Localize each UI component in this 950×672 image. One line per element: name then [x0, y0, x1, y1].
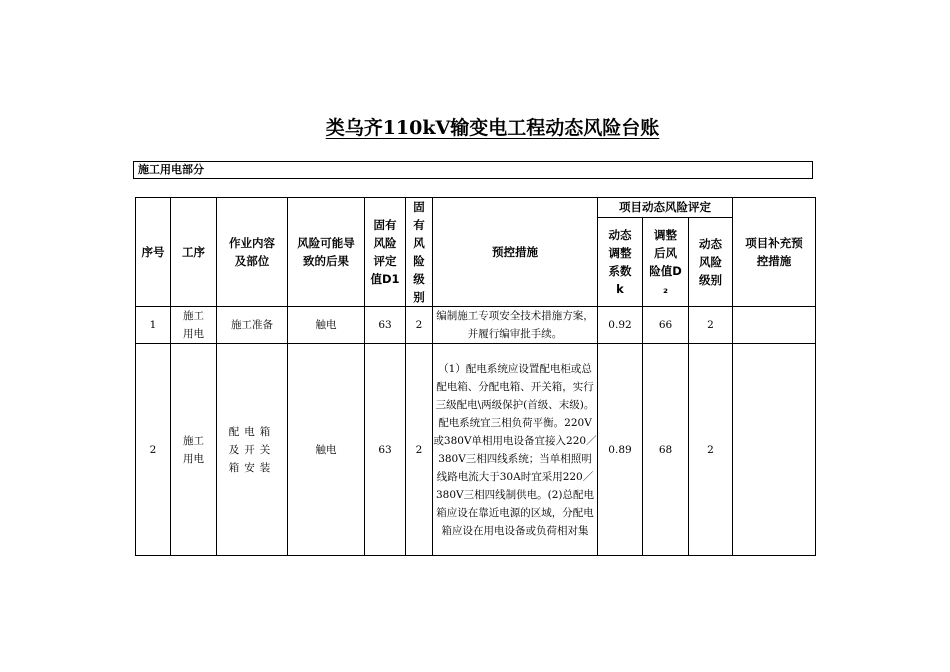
cell-dynamic-factor: 0.89 — [598, 344, 643, 556]
header-risk-consequence: 风险可能导致的后果 — [288, 198, 365, 307]
cell-seq: 1 — [136, 307, 171, 344]
cell-work-content: 施工准备 — [217, 307, 288, 344]
cell-dynamic-factor: 0.92 — [598, 307, 643, 344]
cell-inherent-value: 63 — [365, 344, 406, 556]
header-inherent-value: 固有风险评定值D1 — [365, 198, 406, 307]
cell-work-content: 配电箱及开关箱安装 — [217, 344, 288, 556]
cell-dynamic-level: 2 — [689, 344, 733, 556]
cell-measures: （1）配电系统应设置配电柜或总配电箱、分配电箱、开关箱，实行三级配电\两级保护(首级、末级)。配电系统宜三相负荷平衡。220V或380V单相用电设备宜接入220／380V三相四线系统；当单相照明线路电流大于30A时宜采用220／380V三相四线制供电。(2)总配电箱应设在靠近电源的区域，分配电箱应设在用电设备或负荷相对集 — [433, 344, 598, 556]
header-measures: 预控措施 — [433, 198, 598, 307]
cell-supplement — [733, 344, 816, 556]
header-dynamic-factor: 动态调整系数k — [598, 217, 643, 306]
cell-supplement — [733, 307, 816, 344]
header-inherent-level: 固有风险级别 — [406, 198, 433, 307]
header-dynamic-group: 项目动态风险评定 — [598, 198, 733, 218]
cell-inherent-value: 63 — [365, 307, 406, 344]
cell-inherent-level: 2 — [406, 307, 433, 344]
header-adjusted-value: 调整后风险值D₂ — [643, 217, 689, 306]
header-seq: 序号 — [136, 198, 171, 307]
cell-risk-consequence: 触电 — [288, 344, 365, 556]
cell-adjusted-value: 68 — [643, 344, 689, 556]
header-supplement: 项目补充预控措施 — [733, 198, 816, 307]
cell-dynamic-level: 2 — [689, 307, 733, 344]
table-row — [136, 307, 816, 344]
section-label: 施工用电部分 — [133, 161, 813, 179]
cell-adjusted-value: 66 — [643, 307, 689, 344]
risk-ledger-table — [135, 197, 816, 556]
cell-process: 施工用电 — [171, 307, 217, 344]
cell-risk-consequence: 触电 — [288, 307, 365, 344]
cell-inherent-level: 2 — [406, 344, 433, 556]
cell-seq: 2 — [136, 344, 171, 556]
document-title: 类乌齐110kV输变电工程动态风险台账 — [325, 117, 660, 139]
cell-process: 施工用电 — [171, 344, 217, 556]
cell-measures: 编制施工专项安全技术措施方案，并履行编审批手续。 — [433, 307, 598, 344]
header-process: 工序 — [171, 198, 217, 307]
header-work-content: 作业内容及部位 — [217, 198, 288, 307]
table-row — [136, 344, 816, 556]
header-row — [136, 198, 816, 218]
header-dynamic-level: 动态风险级别 — [689, 217, 733, 306]
